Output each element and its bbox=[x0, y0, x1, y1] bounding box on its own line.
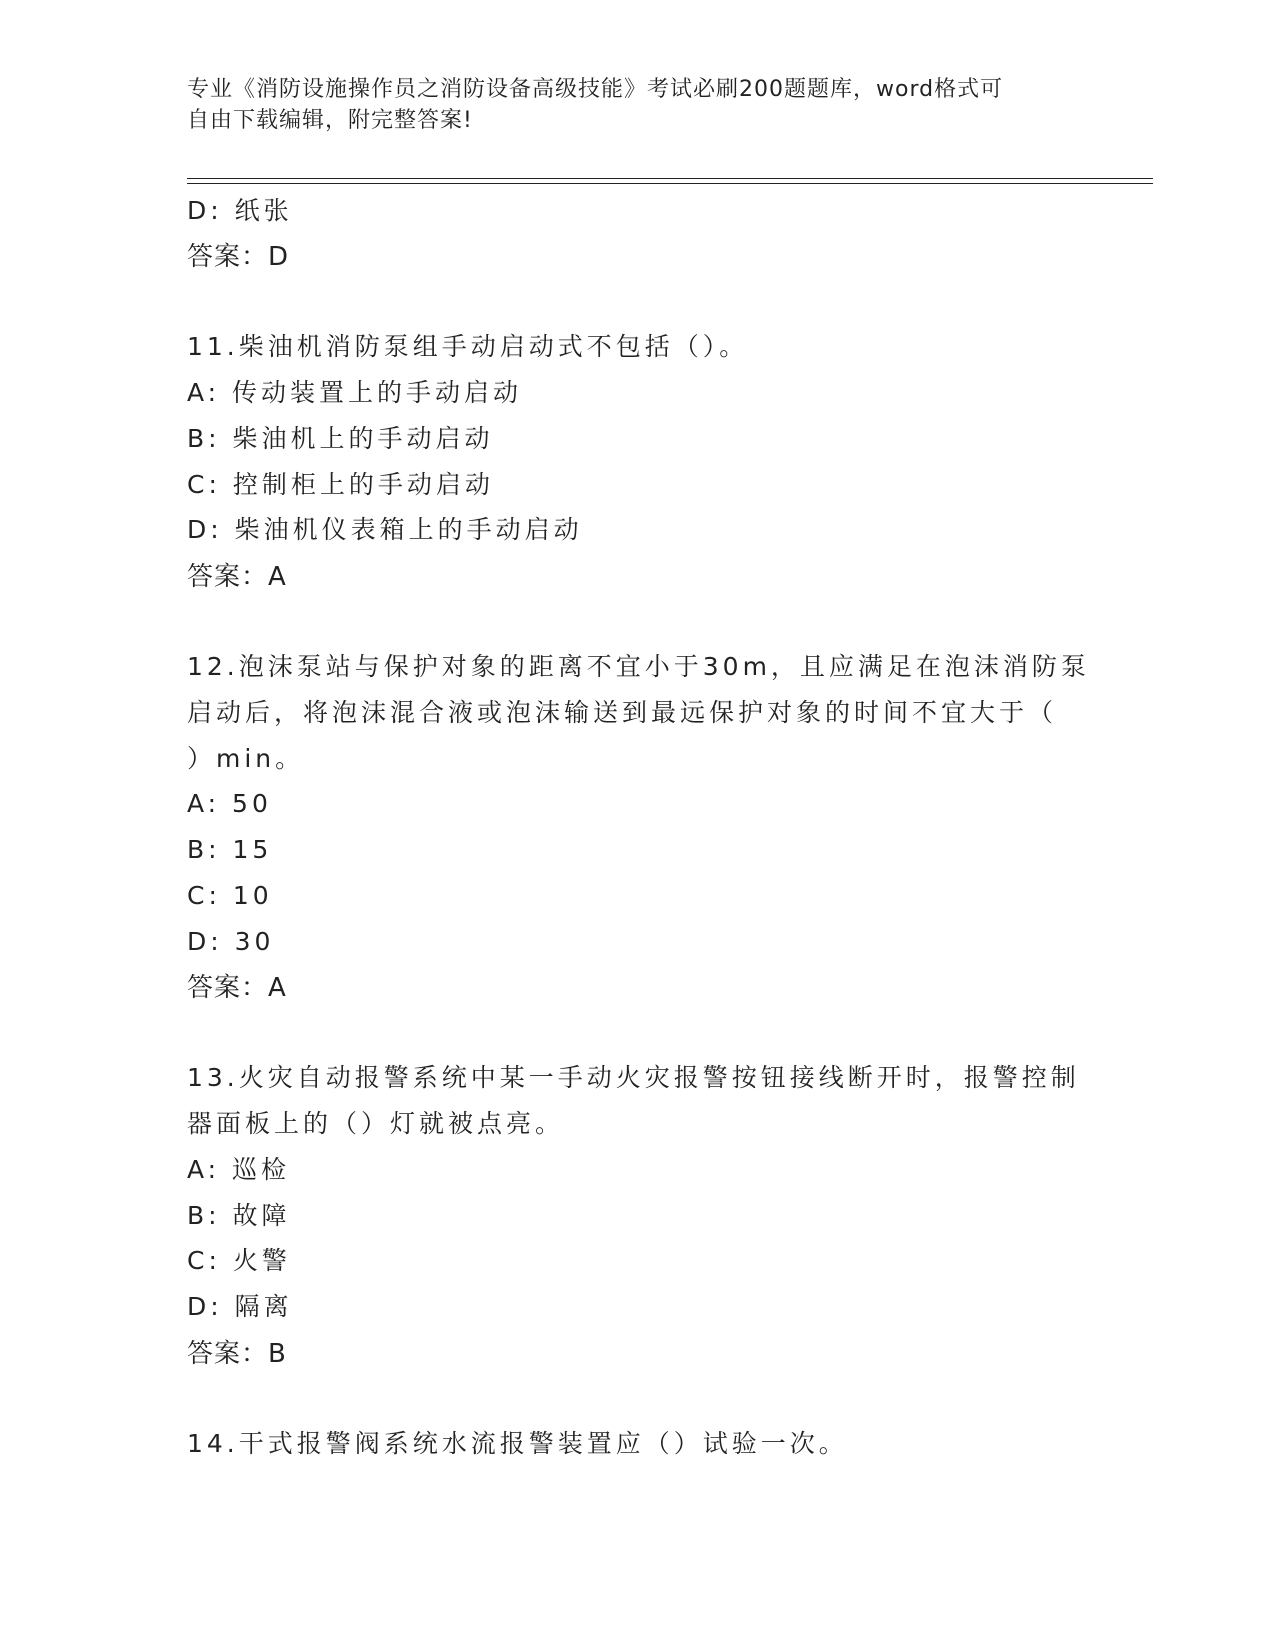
q12-question-line-2: 启动后，将泡沫混合液或泡沫输送到最远保护对象的时间不宜大于（ bbox=[187, 698, 1058, 727]
header-line-2: 自由下载编辑，附完整答案! bbox=[187, 108, 473, 133]
q13-answer: 答案：B bbox=[187, 1339, 287, 1369]
q12-option-c: C: 10 bbox=[187, 881, 273, 910]
q10-option-d: D: 纸张 bbox=[187, 196, 293, 225]
q11-question: 11.柴油机消防泵组手动启动式不包括（）。 bbox=[187, 332, 749, 361]
q12-option-b: B: 15 bbox=[187, 835, 273, 864]
q12-question-line-3: ）min。 bbox=[187, 744, 305, 773]
q11-option-c: C: 控制柜上的手动启动 bbox=[187, 470, 494, 499]
q13-option-a: A: 巡检 bbox=[187, 1155, 291, 1184]
q11-option-b: B: 柴油机上的手动启动 bbox=[187, 424, 494, 453]
header-line-1: 专业《消防设施操作员之消防设备高级技能》考试必刷200题题库，word格式可 bbox=[187, 77, 1004, 102]
q13-question-line-2: 器面板上的（）灯就被点亮。 bbox=[187, 1109, 565, 1138]
q13-option-c: C: 火警 bbox=[187, 1246, 291, 1275]
q10-answer: 答案：D bbox=[187, 242, 290, 272]
header-divider-top bbox=[187, 178, 1153, 179]
q13-option-d: D: 隔离 bbox=[187, 1292, 293, 1321]
q13-option-b: B: 故障 bbox=[187, 1201, 291, 1230]
q11-option-d: D: 柴油机仪表箱上的手动启动 bbox=[187, 515, 583, 544]
q14-question: 14.干式报警阀系统水流报警装置应（）试验一次。 bbox=[187, 1429, 848, 1458]
q13-question-line-1: 13.火灾自动报警系统中某一手动火灾报警按钮接线断开时，报警控制 bbox=[187, 1063, 1080, 1092]
q12-answer: 答案：A bbox=[187, 973, 287, 1003]
header-divider-bottom bbox=[187, 183, 1153, 184]
q11-option-a: A: 传动装置上的手动启动 bbox=[187, 378, 523, 407]
q11-answer: 答案：A bbox=[187, 562, 287, 592]
document-header bbox=[187, 74, 1087, 136]
q12-option-d: D: 30 bbox=[187, 927, 275, 956]
q12-question-line-1: 12.泡沫泵站与保护对象的距离不宜小于30m，且应满足在泡沫消防泵 bbox=[187, 652, 1090, 681]
q12-option-a: A: 50 bbox=[187, 789, 272, 818]
